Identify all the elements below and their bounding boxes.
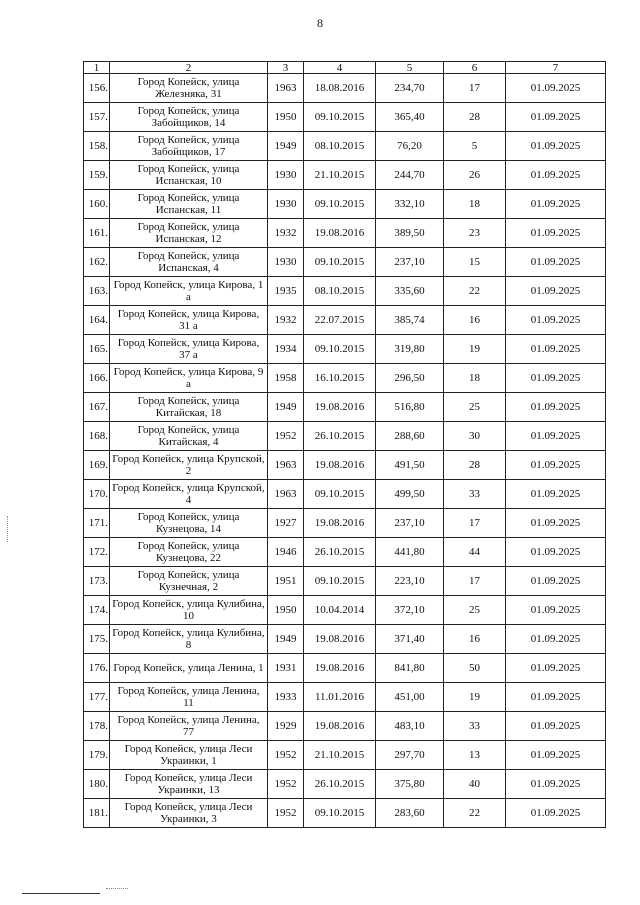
- row-number-cell: 159.: [84, 161, 110, 190]
- deadline-cell: 01.09.2025: [506, 480, 606, 509]
- deadline-cell: 01.09.2025: [506, 683, 606, 712]
- area-cell: 234,70: [376, 74, 444, 103]
- year-cell: 1932: [268, 306, 304, 335]
- area-cell: 372,10: [376, 596, 444, 625]
- address-cell: Город Копейск, улица Леси Украинки, 1: [110, 741, 268, 770]
- row-number-cell: 170.: [84, 480, 110, 509]
- count-cell: 23: [444, 219, 506, 248]
- count-cell: 30: [444, 422, 506, 451]
- address-cell: Город Копейск, улица Испанская, 10: [110, 161, 268, 190]
- count-cell: 28: [444, 103, 506, 132]
- deadline-cell: 01.09.2025: [506, 422, 606, 451]
- row-number-cell: 161.: [84, 219, 110, 248]
- row-number-cell: 166.: [84, 364, 110, 393]
- deadline-cell: 01.09.2025: [506, 596, 606, 625]
- count-cell: 33: [444, 712, 506, 741]
- table-row: [84, 277, 606, 306]
- count-cell: 17: [444, 509, 506, 538]
- deadline-cell: 01.09.2025: [506, 770, 606, 799]
- area-cell: 296,50: [376, 364, 444, 393]
- year-cell: 1958: [268, 364, 304, 393]
- count-cell: 5: [444, 132, 506, 161]
- date-cell: 19.08.2016: [304, 219, 376, 248]
- count-cell: 33: [444, 480, 506, 509]
- table-row: [84, 596, 606, 625]
- table-row: [84, 132, 606, 161]
- year-cell: 1930: [268, 161, 304, 190]
- row-number-cell: 181.: [84, 799, 110, 828]
- deadline-cell: 01.09.2025: [506, 509, 606, 538]
- area-cell: 223,10: [376, 567, 444, 596]
- row-number-cell: 169.: [84, 451, 110, 480]
- table-row: [84, 799, 606, 828]
- area-cell: 451,00: [376, 683, 444, 712]
- date-cell: 08.10.2015: [304, 277, 376, 306]
- address-cell: Город Копейск, улица Кирова, 9 а: [110, 364, 268, 393]
- table-row: [84, 306, 606, 335]
- column-header: 6: [444, 62, 506, 74]
- table-row: [84, 422, 606, 451]
- header-row: [84, 62, 606, 74]
- address-cell: Город Копейск, улица Кирова, 37 а: [110, 335, 268, 364]
- row-number-cell: 173.: [84, 567, 110, 596]
- address-cell: Город Копейск, улица Ленина, 1: [110, 654, 268, 683]
- column-header: 7: [506, 62, 606, 74]
- table-row: [84, 219, 606, 248]
- address-cell: Город Копейск, улица Испанская, 4: [110, 248, 268, 277]
- count-cell: 40: [444, 770, 506, 799]
- table-row: [84, 509, 606, 538]
- row-number-cell: 158.: [84, 132, 110, 161]
- year-cell: 1932: [268, 219, 304, 248]
- date-cell: 19.08.2016: [304, 625, 376, 654]
- table-body: [84, 74, 606, 828]
- address-cell: Город Копейск, улица Китайская, 4: [110, 422, 268, 451]
- row-number-cell: 178.: [84, 712, 110, 741]
- address-cell: Город Копейск, улица Китайская, 18: [110, 393, 268, 422]
- deadline-cell: 01.09.2025: [506, 741, 606, 770]
- date-cell: 19.08.2016: [304, 654, 376, 683]
- count-cell: 19: [444, 683, 506, 712]
- table-row: [84, 103, 606, 132]
- count-cell: 25: [444, 596, 506, 625]
- date-cell: 11.01.2016: [304, 683, 376, 712]
- date-cell: 09.10.2015: [304, 190, 376, 219]
- address-cell: Город Копейск, улица Кулибина, 10: [110, 596, 268, 625]
- count-cell: 22: [444, 799, 506, 828]
- count-cell: 28: [444, 451, 506, 480]
- address-cell: Город Копейск, улица Кузнецова, 14: [110, 509, 268, 538]
- year-cell: 1963: [268, 480, 304, 509]
- deadline-cell: 01.09.2025: [506, 190, 606, 219]
- deadline-cell: 01.09.2025: [506, 451, 606, 480]
- table-row: [84, 451, 606, 480]
- year-cell: 1949: [268, 625, 304, 654]
- count-cell: 15: [444, 248, 506, 277]
- row-number-cell: 180.: [84, 770, 110, 799]
- table-row: [84, 567, 606, 596]
- area-cell: 237,10: [376, 509, 444, 538]
- area-cell: 288,60: [376, 422, 444, 451]
- date-cell: 08.10.2015: [304, 132, 376, 161]
- row-number-cell: 168.: [84, 422, 110, 451]
- date-cell: 22.07.2015: [304, 306, 376, 335]
- year-cell: 1949: [268, 393, 304, 422]
- date-cell: 16.10.2015: [304, 364, 376, 393]
- deadline-cell: 01.09.2025: [506, 103, 606, 132]
- address-cell: Город Копейск, улица Леси Украинки, 13: [110, 770, 268, 799]
- date-cell: 21.10.2015: [304, 161, 376, 190]
- address-cell: Город Копейск, улица Железняка, 31: [110, 74, 268, 103]
- address-cell: Город Копейск, улица Кирова, 1 а: [110, 277, 268, 306]
- deadline-cell: 01.09.2025: [506, 248, 606, 277]
- count-cell: 19: [444, 335, 506, 364]
- year-cell: 1933: [268, 683, 304, 712]
- row-number-cell: 167.: [84, 393, 110, 422]
- table-row: [84, 625, 606, 654]
- year-cell: 1946: [268, 538, 304, 567]
- column-header: 4: [304, 62, 376, 74]
- table-row: [84, 161, 606, 190]
- year-cell: 1952: [268, 422, 304, 451]
- area-cell: 76,20: [376, 132, 444, 161]
- footer-rule: [22, 893, 100, 894]
- row-number-cell: 176.: [84, 654, 110, 683]
- address-cell: Город Копейск, улица Испанская, 12: [110, 219, 268, 248]
- footer-scan-mark: [106, 888, 128, 892]
- address-cell: Город Копейск, улица Леси Украинки, 3: [110, 799, 268, 828]
- deadline-cell: 01.09.2025: [506, 625, 606, 654]
- year-cell: 1930: [268, 248, 304, 277]
- row-number-cell: 174.: [84, 596, 110, 625]
- area-cell: 375,80: [376, 770, 444, 799]
- deadline-cell: 01.09.2025: [506, 277, 606, 306]
- count-cell: 22: [444, 277, 506, 306]
- address-cell: Город Копейск, улица Кузнечная, 2: [110, 567, 268, 596]
- table-row: [84, 683, 606, 712]
- row-number-cell: 172.: [84, 538, 110, 567]
- year-cell: 1952: [268, 799, 304, 828]
- deadline-cell: 01.09.2025: [506, 654, 606, 683]
- table-row: [84, 741, 606, 770]
- deadline-cell: 01.09.2025: [506, 335, 606, 364]
- date-cell: 26.10.2015: [304, 422, 376, 451]
- deadline-cell: 01.09.2025: [506, 567, 606, 596]
- address-cell: Город Копейск, улица Кулибина, 8: [110, 625, 268, 654]
- date-cell: 19.08.2016: [304, 451, 376, 480]
- year-cell: 1963: [268, 74, 304, 103]
- date-cell: 09.10.2015: [304, 567, 376, 596]
- registry-table: [83, 61, 606, 828]
- date-cell: 19.08.2016: [304, 509, 376, 538]
- deadline-cell: 01.09.2025: [506, 74, 606, 103]
- area-cell: 483,10: [376, 712, 444, 741]
- row-number-cell: 163.: [84, 277, 110, 306]
- row-number-cell: 179.: [84, 741, 110, 770]
- count-cell: 13: [444, 741, 506, 770]
- area-cell: 332,10: [376, 190, 444, 219]
- count-cell: 44: [444, 538, 506, 567]
- table-row: [84, 538, 606, 567]
- deadline-cell: 01.09.2025: [506, 306, 606, 335]
- year-cell: 1949: [268, 132, 304, 161]
- year-cell: 1935: [268, 277, 304, 306]
- table-row: [84, 480, 606, 509]
- year-cell: 1952: [268, 741, 304, 770]
- row-number-cell: 171.: [84, 509, 110, 538]
- area-cell: 237,10: [376, 248, 444, 277]
- count-cell: 16: [444, 625, 506, 654]
- address-cell: Город Копейск, улица Забойщиков, 14: [110, 103, 268, 132]
- count-cell: 50: [444, 654, 506, 683]
- area-cell: 371,40: [376, 625, 444, 654]
- date-cell: 09.10.2015: [304, 248, 376, 277]
- address-cell: Город Копейск, улица Кирова, 31 а: [110, 306, 268, 335]
- date-cell: 26.10.2015: [304, 538, 376, 567]
- area-cell: 491,50: [376, 451, 444, 480]
- column-header: 2: [110, 62, 268, 74]
- address-cell: Город Копейск, улица Ленина, 77: [110, 712, 268, 741]
- count-cell: 17: [444, 74, 506, 103]
- area-cell: 841,80: [376, 654, 444, 683]
- deadline-cell: 01.09.2025: [506, 538, 606, 567]
- count-cell: 25: [444, 393, 506, 422]
- count-cell: 18: [444, 190, 506, 219]
- row-number-cell: 157.: [84, 103, 110, 132]
- row-number-cell: 156.: [84, 74, 110, 103]
- column-header: 1: [84, 62, 110, 74]
- table-row: [84, 364, 606, 393]
- year-cell: 1930: [268, 190, 304, 219]
- row-number-cell: 160.: [84, 190, 110, 219]
- row-number-cell: 165.: [84, 335, 110, 364]
- area-cell: 319,80: [376, 335, 444, 364]
- scan-margin-mark: [7, 516, 10, 542]
- address-cell: Город Копейск, улица Забойщиков, 17: [110, 132, 268, 161]
- deadline-cell: 01.09.2025: [506, 132, 606, 161]
- area-cell: 297,70: [376, 741, 444, 770]
- address-cell: Город Копейск, улица Ленина, 11: [110, 683, 268, 712]
- area-cell: 441,80: [376, 538, 444, 567]
- count-cell: 16: [444, 306, 506, 335]
- deadline-cell: 01.09.2025: [506, 799, 606, 828]
- address-cell: Город Копейск, улица Испанская, 11: [110, 190, 268, 219]
- date-cell: 18.08.2016: [304, 74, 376, 103]
- year-cell: 1950: [268, 596, 304, 625]
- column-header: 3: [268, 62, 304, 74]
- table-row: [84, 74, 606, 103]
- address-cell: Город Копейск, улица Крупской, 2: [110, 451, 268, 480]
- area-cell: 244,70: [376, 161, 444, 190]
- table-row: [84, 393, 606, 422]
- year-cell: 1931: [268, 654, 304, 683]
- date-cell: 21.10.2015: [304, 741, 376, 770]
- area-cell: 385,74: [376, 306, 444, 335]
- column-header: 5: [376, 62, 444, 74]
- date-cell: 09.10.2015: [304, 480, 376, 509]
- address-cell: Город Копейск, улица Кузнецова, 22: [110, 538, 268, 567]
- table-row: [84, 190, 606, 219]
- deadline-cell: 01.09.2025: [506, 712, 606, 741]
- count-cell: 26: [444, 161, 506, 190]
- area-cell: 283,60: [376, 799, 444, 828]
- date-cell: 09.10.2015: [304, 799, 376, 828]
- date-cell: 10.04.2014: [304, 596, 376, 625]
- table-row: [84, 335, 606, 364]
- table-row: [84, 248, 606, 277]
- year-cell: 1950: [268, 103, 304, 132]
- count-cell: 17: [444, 567, 506, 596]
- date-cell: 19.08.2016: [304, 393, 376, 422]
- date-cell: 26.10.2015: [304, 770, 376, 799]
- table-row: [84, 770, 606, 799]
- area-cell: 516,80: [376, 393, 444, 422]
- address-cell: Город Копейск, улица Крупской, 4: [110, 480, 268, 509]
- row-number-cell: 175.: [84, 625, 110, 654]
- deadline-cell: 01.09.2025: [506, 393, 606, 422]
- deadline-cell: 01.09.2025: [506, 219, 606, 248]
- deadline-cell: 01.09.2025: [506, 161, 606, 190]
- area-cell: 335,60: [376, 277, 444, 306]
- table-row: [84, 654, 606, 683]
- area-cell: 365,40: [376, 103, 444, 132]
- year-cell: 1951: [268, 567, 304, 596]
- deadline-cell: 01.09.2025: [506, 364, 606, 393]
- year-cell: 1934: [268, 335, 304, 364]
- date-cell: 09.10.2015: [304, 103, 376, 132]
- count-cell: 18: [444, 364, 506, 393]
- year-cell: 1963: [268, 451, 304, 480]
- year-cell: 1929: [268, 712, 304, 741]
- date-cell: 19.08.2016: [304, 712, 376, 741]
- row-number-cell: 164.: [84, 306, 110, 335]
- table-row: [84, 712, 606, 741]
- page-number: 8: [317, 16, 323, 30]
- area-cell: 389,50: [376, 219, 444, 248]
- area-cell: 499,50: [376, 480, 444, 509]
- row-number-cell: 162.: [84, 248, 110, 277]
- date-cell: 09.10.2015: [304, 335, 376, 364]
- row-number-cell: 177.: [84, 683, 110, 712]
- year-cell: 1927: [268, 509, 304, 538]
- year-cell: 1952: [268, 770, 304, 799]
